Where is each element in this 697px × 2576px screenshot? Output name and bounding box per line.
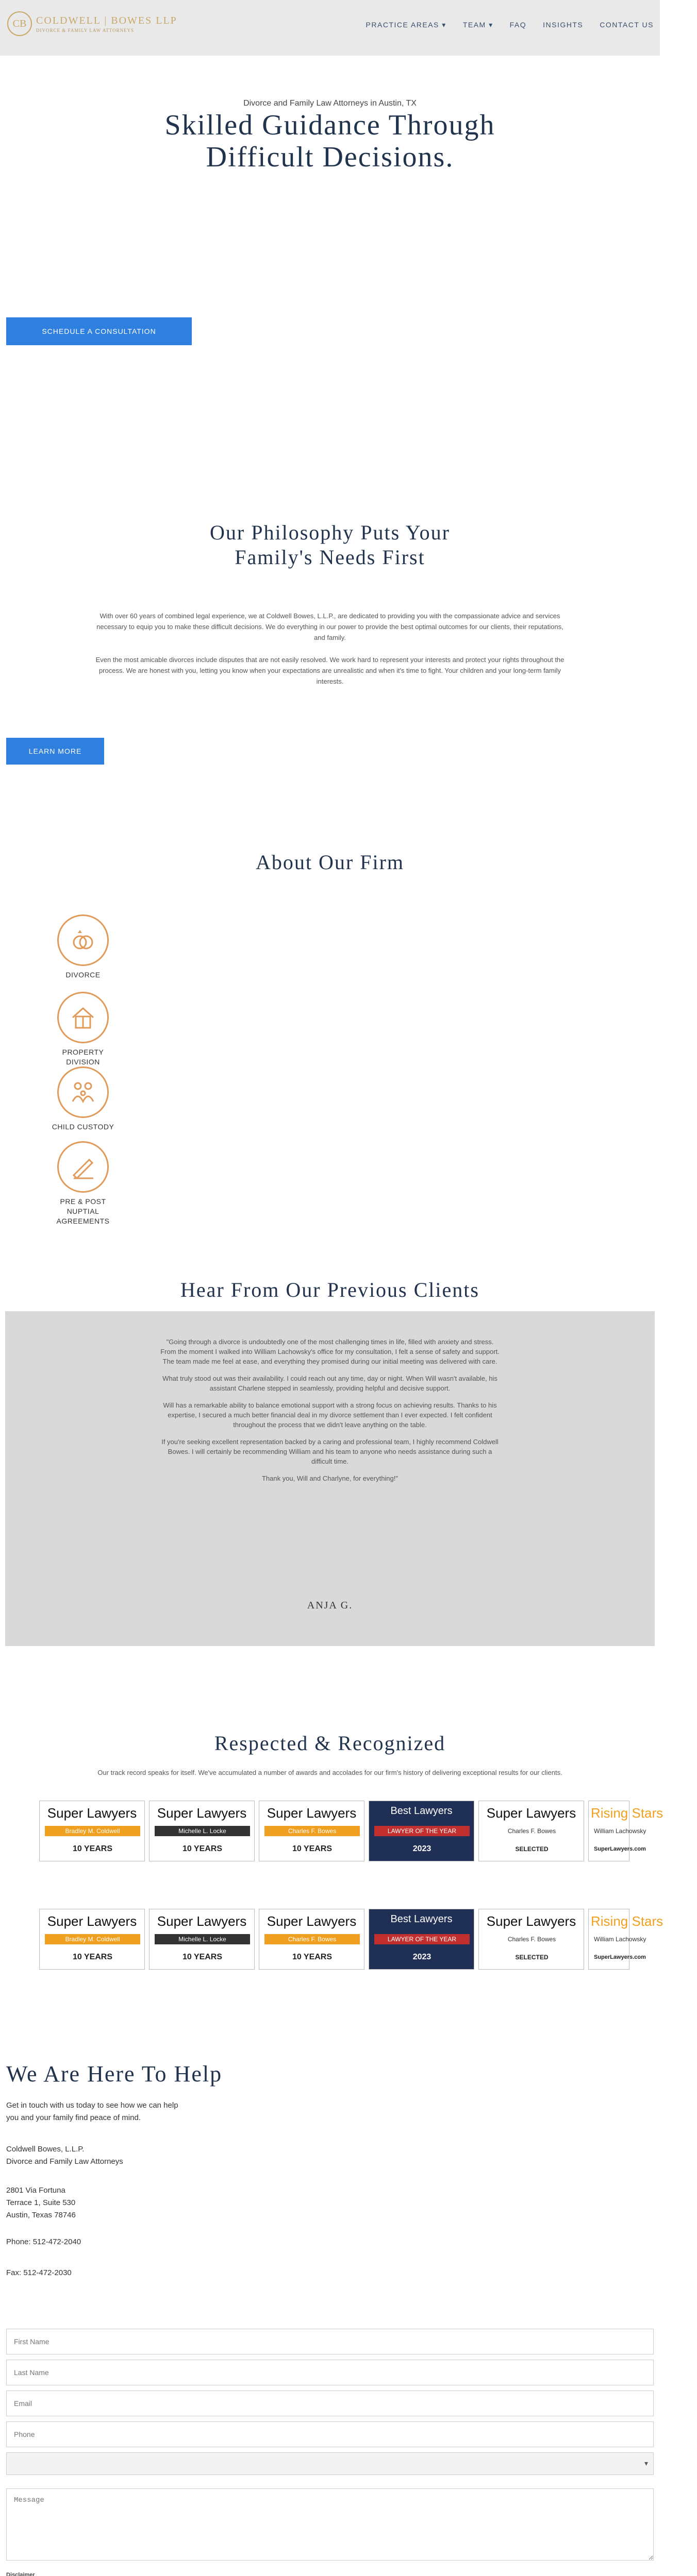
practice-area-nuptial-agreements[interactable] <box>49 1141 117 1226</box>
nav-insights[interactable]: INSIGHTS <box>543 21 584 29</box>
message-field[interactable] <box>6 2488 654 2561</box>
testimonial-paragraph: If you're seeking excellent representation backed by a caring and professional team, I highly recommend Coldwell Bowes. I will certainly be recommending William and his team to anyone who needs assistance during such a difficult time. <box>161 1438 499 1465</box>
logo-mark: CB <box>7 11 32 36</box>
testimonial-card <box>5 1311 655 1646</box>
contact-firm: Coldwell Bowes, L.L.P. Divorce and Family Law Attorneys <box>6 2145 123 2166</box>
testimonial-paragraph: Will has a remarkable ability to balance emotional support with a strong focus on achieving results. Thanks to his expertise, I secured a much better financial deal in my divorce settlement than I ever expected. I felt confident throughout the process that we didn't leave anything on the table. <box>163 1401 497 1429</box>
testimonials-title: Hear From Our Previous Clients <box>180 1278 479 1301</box>
award-badge[interactable]: Best Lawyers LAWYER OF THE YEAR 2023 <box>369 1801 474 1861</box>
practice-area-divorce[interactable] <box>49 914 117 980</box>
learn-more-button[interactable]: LEARN MORE <box>6 738 104 765</box>
phone-field[interactable] <box>6 2421 654 2447</box>
nav-team[interactable]: TEAM ▾ <box>462 21 493 29</box>
hero-title: Skilled Guidance Through Difficult Decisions. <box>164 109 495 173</box>
practice-area-property-division[interactable] <box>49 992 117 1067</box>
contact-address: 2801 Via Fortuna Terrace 1, Suite 530 Austin, Texas 78746 <box>6 2186 76 2219</box>
recognized-title: Respected & Recognized <box>214 1732 446 1755</box>
award-badge[interactable]: Super Lawyers Charles F. Bowes SELECTED <box>478 1909 584 1970</box>
recognized-intro: Our track record speaks for itself. We've accumulated a number of awards and accolades for our firm's history of delivering exceptional results for our clients. <box>97 1769 562 1776</box>
first-name-field[interactable] <box>6 2329 654 2354</box>
logo-name: COLDWELL | BOWES LLP <box>36 14 177 26</box>
chevron-down-icon: ▾ <box>644 2459 648 2467</box>
rings-icon <box>69 926 97 955</box>
award-badge[interactable]: Super Lawyers Bradley M. Coldwell 10 YEARS <box>39 1909 145 1970</box>
site-header <box>0 0 660 56</box>
contact-title: We Are Here To Help <box>6 2061 223 2087</box>
award-badge[interactable]: Super Lawyers Michelle L. Locke 10 YEARS <box>149 1801 255 1861</box>
award-badge[interactable]: Super Lawyers Bradley M. Coldwell 10 YEARS <box>39 1801 145 1861</box>
contact-fax: Fax: 512-472-2030 <box>6 2268 72 2277</box>
disclaimer-title: Disclaimer <box>6 2572 35 2576</box>
about-title: About Our Firm <box>256 851 404 874</box>
hero-subtitle: Divorce and Family Law Attorneys in Austin, TX <box>243 99 417 108</box>
testimonial-author: ANJA G. <box>307 1600 353 1611</box>
last-name-field[interactable] <box>6 2360 654 2385</box>
philosophy-paragraph-1: With over 60 years of combined legal experience, we at Coldwell Bowes, L.L.P., are dedicated to providing you with the compassionate advice and services necessary to equip you to make these difficult decisions. We do everything in our power to provide the best optimal outcomes for our clients, their reputations, and family. <box>96 612 563 641</box>
logo[interactable] <box>7 11 177 36</box>
award-badge[interactable]: Super Lawyers Michelle L. Locke 10 YEARS <box>149 1909 255 1970</box>
testimonial-paragraph: What truly stood out was their availability. I could reach out any time, day or night. When Will wasn't available, his assistant Charlene stepped in seamlessly, providing helpful and decisive support. <box>162 1375 497 1392</box>
testimonial-paragraph: Thank you, Will and Charlyne, for everything!" <box>261 1475 398 1482</box>
house-icon <box>69 1003 97 1032</box>
email-field[interactable] <box>6 2391 654 2416</box>
family-icon <box>69 1078 97 1107</box>
philosophy-paragraph-2: Even the most amicable divorces include disputes that are not easily resolved. We work hard to represent your interests and protect your rights throughout the process. We are honest with you, letting you know when your expectations are unrealistic and when it's time to fight. Your children and your long-term family interests. <box>95 656 565 685</box>
contact-phone[interactable]: Phone: 512-472-2040 <box>6 2238 81 2246</box>
award-badge[interactable]: Super Lawyers Charles F. Bowes SELECTED <box>478 1801 584 1861</box>
testimonial-paragraph: "Going through a divorce is undoubtedly one of the most challenging times in life, filled with anxiety and stress. From the moment I walked into William Lachowsky's office for my consultation, I felt a sense of safety and support. The team made me feel at ease, and everything they promised during our initial meeting was delivered with care. <box>160 1338 500 1365</box>
award-badge[interactable]: Best Lawyers LAWYER OF THE YEAR 2023 <box>369 1909 474 1970</box>
award-badge[interactable]: Super Lawyers Charles F. Bowes 10 YEARS <box>259 1909 364 1970</box>
nav-practice-areas[interactable]: PRACTICE AREAS ▾ <box>366 21 446 29</box>
document-pen-icon <box>69 1153 97 1181</box>
award-badge[interactable]: Rising Stars William Lachowsky SuperLawyers.com <box>588 1801 629 1861</box>
award-badge[interactable]: Rising Stars William Lachowsky SuperLawyers.com <box>588 1909 629 1970</box>
area-label: CHILD CUSTODY <box>52 1123 114 1131</box>
main-nav <box>366 21 654 29</box>
badges-row-2 <box>39 1909 663 1970</box>
inquiry-select[interactable] <box>6 2452 654 2475</box>
nav-contact-us[interactable]: CONTACT US <box>600 21 654 29</box>
schedule-consultation-button[interactable]: SCHEDULE A CONSULTATION <box>6 317 192 345</box>
area-label: DIVORCE <box>65 971 101 979</box>
philosophy-title: Our Philosophy Puts Your Family's Needs First <box>210 521 450 569</box>
area-label: PROPERTY DIVISION <box>62 1048 104 1066</box>
contact-intro: Get in touch with us today to see how we can help you and your family find peace of mind. <box>6 2101 178 2122</box>
area-label: PRE & POST NUPTIAL AGREEMENTS <box>56 1197 110 1225</box>
badges-row-1 <box>39 1801 663 1861</box>
practice-area-child-custody[interactable] <box>49 1066 117 1132</box>
award-badge[interactable]: Super Lawyers Charles F. Bowes 10 YEARS <box>259 1801 364 1861</box>
logo-tagline: DIVORCE & FAMILY LAW ATTORNEYS <box>36 27 135 33</box>
nav-faq[interactable]: FAQ <box>509 21 527 29</box>
